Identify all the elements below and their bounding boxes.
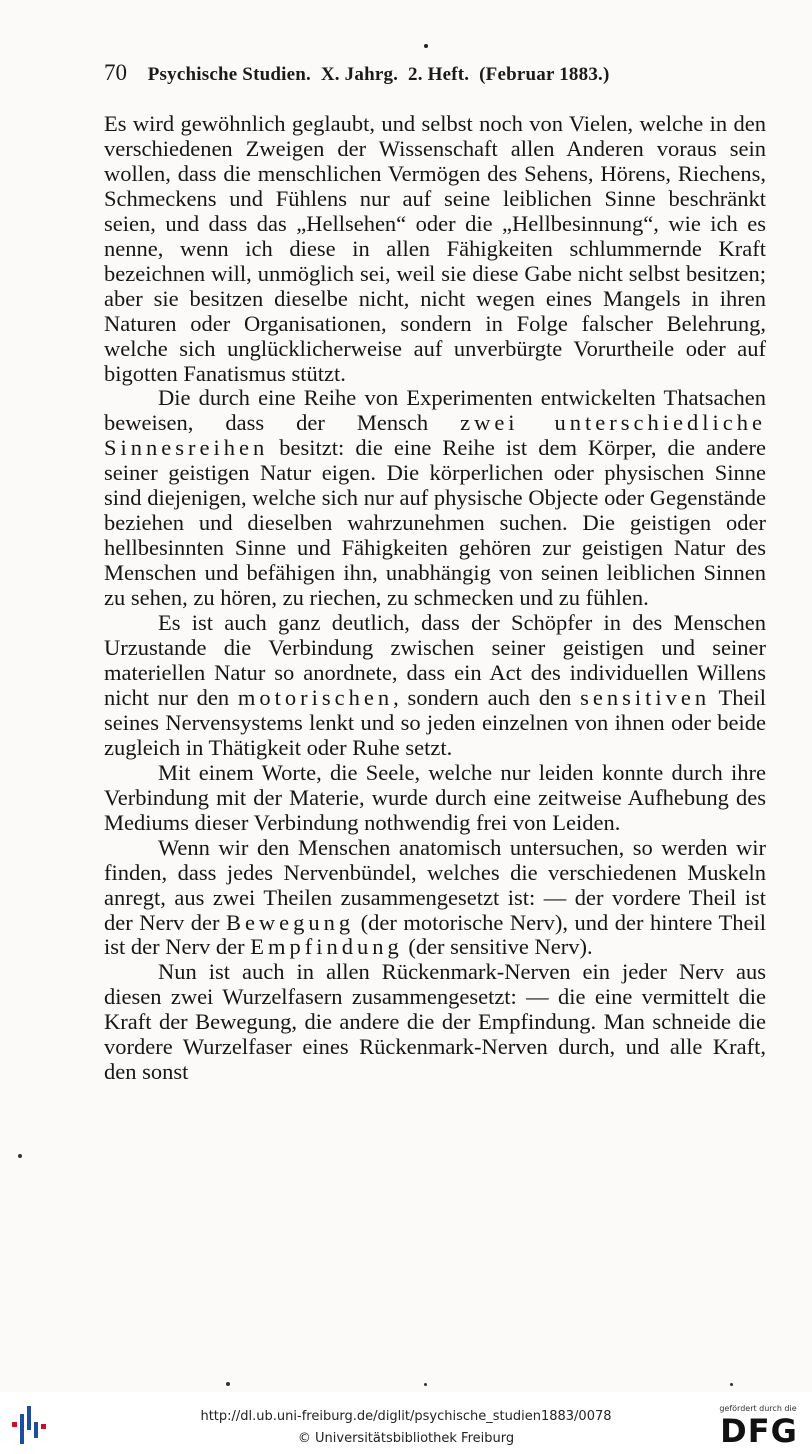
scan-speck — [730, 1383, 733, 1386]
copyright-notice: © Universitätsbibliothek Freiburg — [297, 1431, 515, 1446]
scan-speck — [424, 1383, 427, 1386]
paragraph-text: Mit einem Worte, die Seele, welche nur leiden konnte durch ihre Verbindung mit der Materie, wurde durch eine zeitweise Aufhebung des Mediums dieser Verbindung nothwendig frei von Leiden. — [104, 759, 766, 835]
running-title: Psychische Studien. X. Jahrg. 2. Heft. (Februar 1883.) — [147, 64, 610, 85]
paragraph-text: (der motorische Nerv), und der hintere Theil ist der Nerv der — [104, 909, 766, 960]
running-head — [104, 60, 766, 86]
paragraph-text: Die durch eine Reihe von Experimenten entwickelten Thatsachen beweisen, dass der Mensch — [104, 385, 766, 436]
emphasized-term: motorischen — [237, 684, 394, 710]
dfg-logo: DFG — [720, 1412, 798, 1450]
emphasized-term: zwei unterschiedliche Sinnesreihen — [104, 410, 766, 461]
scan-speck — [424, 44, 428, 48]
article-body — [104, 112, 766, 1085]
paragraph — [104, 611, 766, 761]
paragraph-text: (der sensitive Nerv). — [402, 934, 593, 960]
paragraph-text: Theil seines Nervensystems lenkt und so jeden einzelnen von ihnen oder beide zugleich in Thätigkeit oder Ruhe setzt. — [104, 684, 767, 760]
emphasized-term: sensitiven — [580, 684, 711, 710]
paragraph-text: , sondern auch den — [393, 684, 581, 710]
paragraph-text: Wenn wir den Menschen anatomisch untersuchen, so werden wir finden, dass jedes Nervenbündel, welches die verschiedenen Muskeln anregt, aus zwei Theilen zusammengesetzt ist: — der vordere Theil ist der Nerv der — [104, 834, 766, 935]
paragraph — [104, 960, 766, 1085]
scan-speck — [18, 1154, 22, 1158]
funding-caption: gefördert durch die — [719, 1404, 797, 1413]
paragraph-text: Nun ist auch in allen Rückenmark-Nerven ein jeder Nerv aus diesen zwei Wurzelfasern zusammengesetzt: — die eine vermittelt die Kraft der Bewegung, die andere die der Empfindung. Man schneide die vordere Wurzelfaser eines Rückenmark-Nerven durch, und alle Kraft, den sonst — [104, 959, 766, 1085]
emphasized-term: Bewegung — [225, 909, 355, 935]
emphasized-term: Empfindung — [250, 934, 403, 960]
paragraph — [104, 761, 766, 836]
paragraph-text: Es wird gewöhnlich geglaubt, und selbst noch von Vielen, welche in den verschiedenen Zweigen der Wissenschaft allen Anderen voraus sein wollen, dass die menschlichen Vermögen des Sehens, Hörens, Riechens, Schmeckens und Fühlens nur auf seine leiblichen Sinne beschränkt seien, und dass das „Hellsehen“ oder die „Hellbesinnung“, wie ich es nenne, wenn ich diese in allen Fähigkeiten schlummernde Kraft bezeichnen will, unmöglich sei, weil sie diese Gabe nicht selbst besitzen; aber sie besitzen dieselbe nicht, nicht wegen eines Mangels in ihren Naturen oder Organisationen, sondern in Folge falscher Belehrung, welche sich unglücklicherweise auf unverbürgte Vorurtheile oder auf bigotten Fanatismus stützt. — [104, 111, 766, 386]
paragraph — [104, 836, 766, 961]
paragraph-text: besitzt: die eine Reihe ist dem Körper, die andere seiner geistigen Natur eigen. Die körperlichen oder physischen Sinne sind diejenigen, welche sich nur auf physische Objecte oder Gegenstände beziehen und dieselben wahrzunehmen suchen. Die geistigen oder hellbesinnten Sinne und Fähigkeiten gehören zur geistigen Natur des Menschen und befähigen ihn, unabhängig von seinen leiblichen Sinnen zu sehen, zu hören, zu riechen, zu schmecken und zu fühlen. — [104, 435, 766, 611]
scan-speck — [226, 1382, 230, 1386]
paragraph — [104, 112, 766, 386]
page-number: 70 — [104, 60, 127, 85]
permalink-url[interactable]: http://dl.ub.uni-freiburg.de/diglit/psychische_studien1883/0078 — [200, 1409, 612, 1424]
paragraph-text: Es ist auch ganz deutlich, dass der Schöpfer in des Menschen Urzustande die Verbindung zwischen seiner geistigen und seiner materiellen Natur so anordnete, dass ein Act des individuellen Willens nicht nur den — [104, 610, 766, 710]
paragraph — [104, 386, 766, 611]
